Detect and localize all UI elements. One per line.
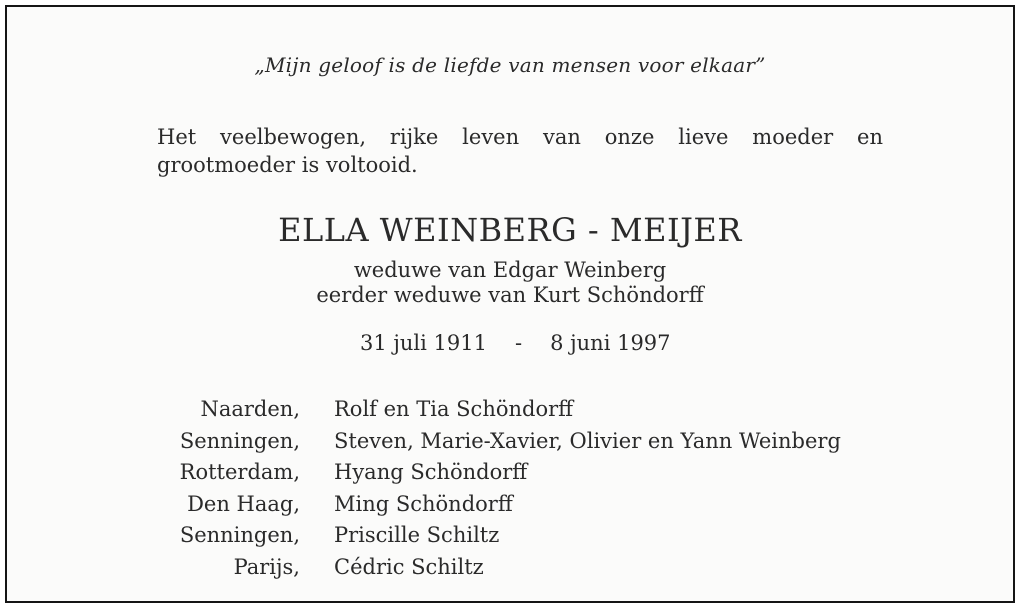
life-dates	[360, 331, 671, 355]
date-separator: -	[514, 331, 523, 355]
family-place: Parijs,	[233, 554, 300, 579]
family-names: Steven, Marie-Xavier, Olivier en Yann Weinberg	[334, 428, 841, 453]
widow-line-2: eerder weduwe van Kurt Schöndorff	[316, 283, 704, 307]
family-list	[7, 397, 1013, 586]
family-row	[7, 460, 1013, 492]
family-place: Naarden,	[200, 397, 300, 421]
epigraph-quote: „Mijn geloof is de liefde van mensen voor elkaar”	[254, 53, 766, 77]
family-names: Ming Schöndorff	[334, 491, 513, 516]
family-place: Senningen,	[179, 523, 300, 547]
family-row	[7, 523, 1013, 555]
intro-text	[157, 123, 883, 179]
intro-line-1: Het veelbewogen, rijke leven van onze lieve moeder en	[157, 125, 883, 149]
death-notice-card	[5, 5, 1015, 603]
family-row	[7, 429, 1013, 461]
family-names: Rolf en Tia Schöndorff	[334, 397, 574, 421]
birth-date: 31 juli 1911	[360, 331, 487, 355]
family-row	[7, 492, 1013, 524]
family-row	[7, 397, 1013, 429]
family-place: Rotterdam,	[179, 460, 300, 484]
family-place: Den Haag,	[187, 491, 300, 516]
family-names: Cédric Schiltz	[334, 554, 484, 579]
death-date: 8 juni 1997	[550, 331, 671, 355]
family-names: Hyang Schöndorff	[334, 460, 528, 484]
family-place: Senningen,	[179, 428, 300, 453]
intro-line-2: grootmoeder is voltooid.	[157, 153, 418, 177]
widow-line-1: weduwe van Edgar Weinberg	[353, 258, 667, 282]
family-names: Priscille Schiltz	[334, 523, 500, 547]
deceased-name: ELLA WEINBERG - MEIJER	[278, 211, 742, 249]
family-row	[7, 555, 1013, 587]
